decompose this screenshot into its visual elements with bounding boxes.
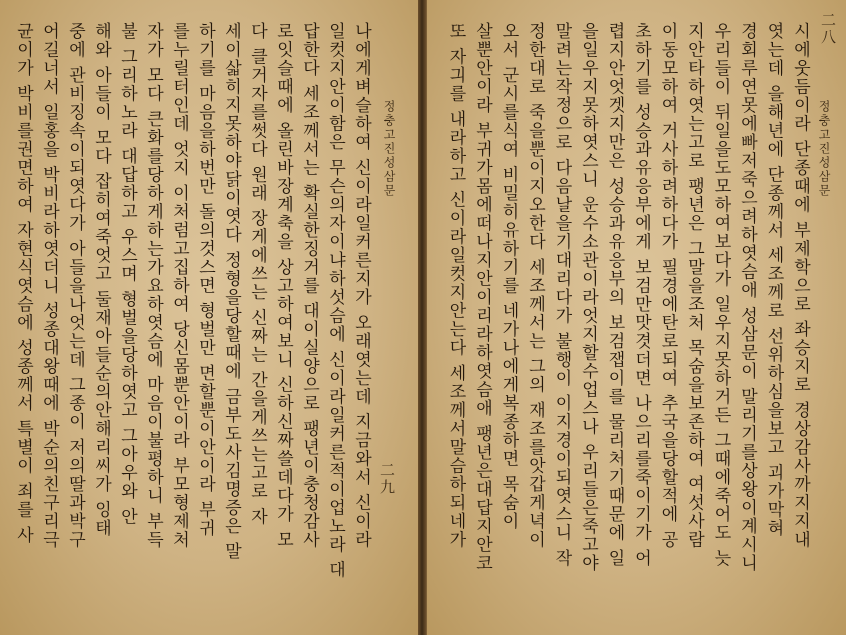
- left-text-column: 하기를 마음을하번만 돌의것스면 형벌만 면할뿐이안이라 부귀: [195, 22, 215, 538]
- right-text-column: 렵지안엇겟지만은 성승과유응부의 보검잽이를 물리처기때문에 일: [604, 22, 625, 568]
- right-text-column: 오서 군시를식여 비밀히유하기를 네가나에게복종하면 목숨이: [498, 22, 519, 531]
- left-text-column: 답한다 세조께서는 확실한징거를 대이실양으로 팽년이충청감사: [299, 22, 319, 550]
- left-text-column: 자가 모다 큰화를당하게하는가요하엿슴에 마음이불평하니 부득: [143, 22, 163, 550]
- right-page-header: 정충고진성삼문: [817, 100, 831, 198]
- right-text-column: 이동모하여 거사하려하다가 필경에탄로되여 추국을당할적에 공: [657, 22, 678, 550]
- left-page-number: 二九: [378, 462, 396, 496]
- right-text-column: 정한대로 죽을뿐이지오한다 세조께서는 그의 재조를앗갑게녁이: [525, 22, 545, 550]
- left-text-column: 불 그리하노라 대답하고 우스며 형벌을당하엿고 그아우와 안: [117, 22, 137, 526]
- right-text-column: 시에웃듬이라 단종때에 부제학으로 좌승지로 경상감사까지지내: [790, 22, 810, 550]
- book-gutter: [418, 0, 426, 635]
- left-text-column: 세이삷히지못하야닭이엿다 정형을당할때에 금부도사김명증은 말: [221, 22, 241, 561]
- left-page-header: 정충고진성삼문: [382, 100, 396, 198]
- right-text-column: 초하기를 성승과유응부에게 보검만맛겻더면 나으리를죽이기가 어: [631, 22, 651, 568]
- left-text-column: 로잇슬때에 올린바장계축을 상고하여보니 신하신짜쓸데다가 모: [273, 22, 293, 550]
- right-text-column: 엿는데 을해년에 단종께서 세조께로 선위하심을보고 괴가막혀: [763, 22, 784, 538]
- left-text-column: 해와 아들이 모다 잡히여죽엇고 둘재아들순의안해리씨가 잉태: [91, 22, 111, 538]
- right-text-column: 을일우지못하엿스니 운수소관이라엇지할수업스나 우리들은죽고야: [578, 22, 598, 573]
- right-text-column: 또 자긔를 내라하고 신이라일컷지안는다 세조께서말슴하되네가: [445, 22, 466, 550]
- right-text-column: 우리들이 뒤일을도모하여보다가 일우지못하거든 그때에죽어도 늣: [710, 22, 731, 568]
- left-text-column: 어길너서 일홍을 박비라하엿더니 성종대왕때에 박순의친구리극: [39, 22, 59, 550]
- right-text-column: 지안타하엿는고로 팽년은 그말을조처 목숨을보존하여 여섯사람: [684, 22, 704, 550]
- right-text-column: 살뿐안이라 부귀가몸에떠나지안이리라하엿슴애 팽년은대답지안코: [472, 22, 492, 573]
- right-text-column: 말려는작정으로 다음날을기대리다가 불행이 이지경이되엿스니 작: [551, 22, 572, 568]
- left-text-column: 를누릴터인데 엇지 이처럼고집하여 당신몸뿐안이라 부모형제처: [169, 22, 189, 550]
- left-page: [0, 0, 419, 635]
- left-text-column: 일컷지안이함은 무슨의자이냐하섯슴에 신이라일커른적이업노라 대: [325, 22, 345, 580]
- left-text-column: 다 클거자를썻다 원래 장게에쓰는 신짜는 간을게쓰는고로 자: [247, 22, 267, 526]
- left-text-column: 나에게벼슬하여 신이라일커른지가 오래엿는데 지금와서 신이라: [351, 22, 371, 550]
- left-text-column: 중에 관비징속이되엿다가 아들을나엇는데 그종이 저의딸과박구: [65, 22, 85, 550]
- right-text-column: 경회루연못에빠저죽으려하엿슴애 성삼문이 말리기를상왕이계시니: [737, 22, 757, 573]
- right-page: [426, 0, 846, 635]
- left-text-column: 균이가 박비를권면하여 자현식엿슴에 성종께서 특별이 죄를 사: [13, 22, 33, 545]
- right-page-number: 二八: [819, 12, 837, 46]
